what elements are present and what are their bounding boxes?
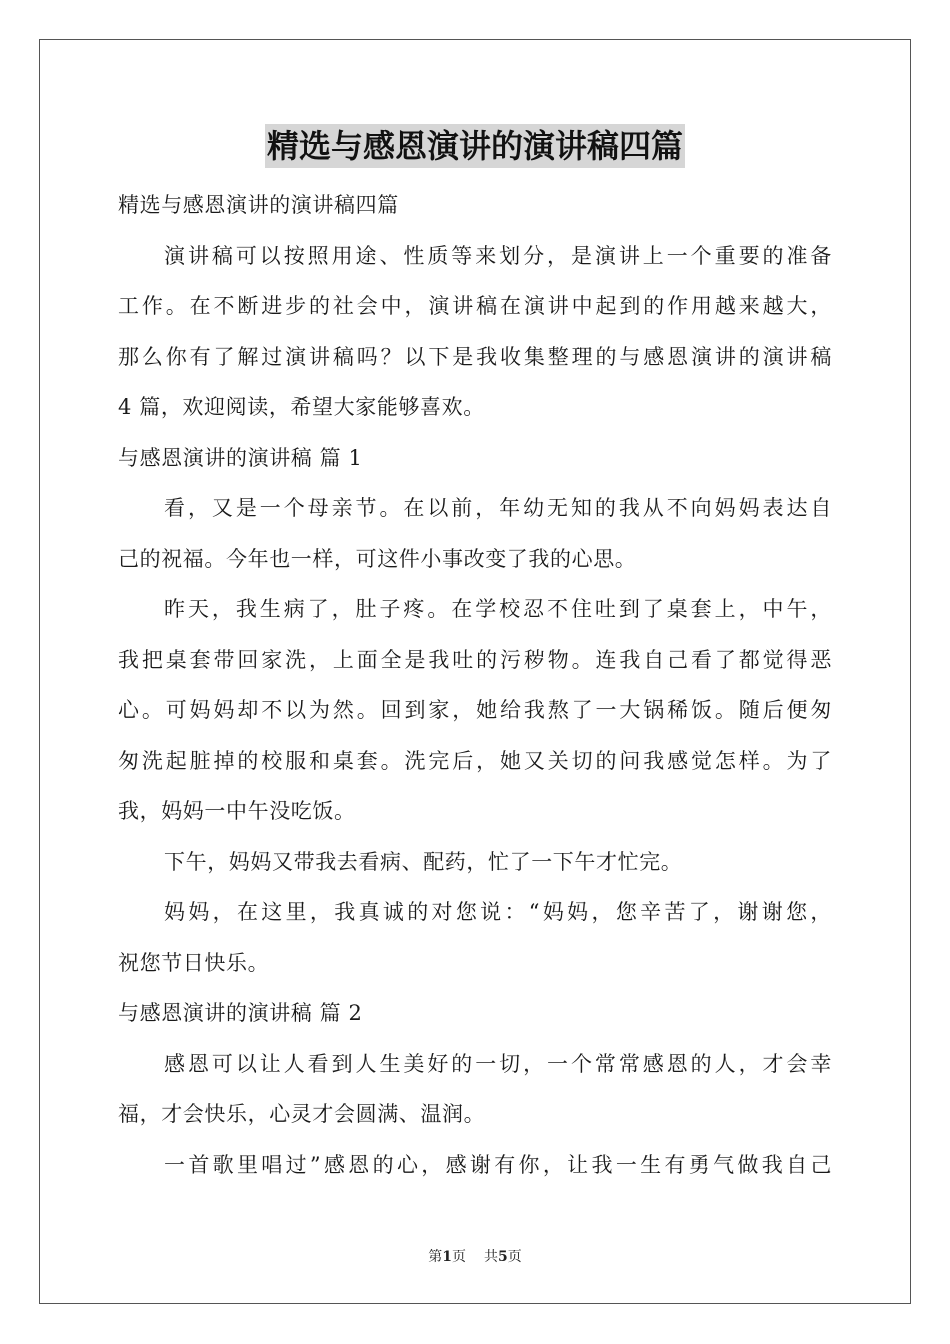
page-total-suffix: 页: [507, 1249, 522, 1265]
document-body: [118, 180, 832, 1190]
text-line: 工作。在不断进步的社会中，演讲稿在演讲中起到的作用越来越大，: [118, 294, 832, 318]
page-number-suffix: 页: [452, 1249, 466, 1265]
text-line: 妈妈，在这里，我真诚的对您说：“妈妈，您辛苦了，谢谢您，: [164, 900, 832, 924]
page-total: 5: [498, 1249, 508, 1265]
text-line: 心。可妈妈却不以为然。回到家，她给我熬了一大锅稀饭。随后便匆: [118, 698, 832, 722]
page-total-prefix: 共: [484, 1249, 498, 1265]
text-line: 精选与感恩演讲的演讲稿四篇: [118, 193, 399, 217]
text-line: 4 篇，欢迎阅读，希望大家能够喜欢。: [118, 395, 485, 419]
title-container: [0, 124, 950, 168]
text-line: 演讲稿可以按照用途、性质等来划分，是演讲上一个重要的准备: [164, 243, 832, 268]
text-line: 己的祝福。今年也一样，可这件小事改变了我的心思。: [118, 546, 637, 571]
page-number-prefix: 第: [428, 1249, 443, 1265]
text-line: 感恩可以让人看到人生美好的一切，一个常常感恩的人，才会幸: [164, 1051, 832, 1076]
text-line: 下午，妈妈又带我去看病、配药，忙了一下午才忙完。: [164, 849, 683, 874]
text-line: 一首歌里唱过”感恩的心，感谢有你，让我一生有勇气做我自己: [164, 1152, 832, 1177]
text-line: 与感恩演讲的演讲稿 篇 2: [118, 1001, 363, 1025]
text-line: 匆洗起脏掉的校服和桌套。洗完后，她又关切的问我感觉怎样。为了: [118, 748, 832, 773]
text-line: 福，才会快乐，心灵才会圆满、温润。: [118, 1102, 486, 1126]
text-line: 我，妈妈一中午没吃饭。: [118, 799, 356, 823]
text-line: 看，又是一个母亲节。在以前，年幼无知的我从不向妈妈表达自: [164, 496, 832, 520]
text-line: 与感恩演讲的演讲稿 篇 1: [118, 445, 363, 470]
text-line: 祝您节日快乐。: [118, 950, 270, 975]
document-title: 精选与感恩演讲的演讲稿四篇: [265, 124, 685, 168]
page-number-current: 1: [442, 1249, 452, 1265]
page-footer: [0, 1246, 950, 1266]
text-line: 我把桌套带回家洗，上面全是我吐的污秽物。连我自己看了都觉得恶: [118, 647, 832, 672]
text-line: 昨天，我生病了，肚子疼。在学校忍不住吐到了桌套上，中午，: [164, 597, 832, 621]
text-line: 那么你有了解过演讲稿吗？以下是我收集整理的与感恩演讲的演讲稿: [118, 344, 832, 369]
